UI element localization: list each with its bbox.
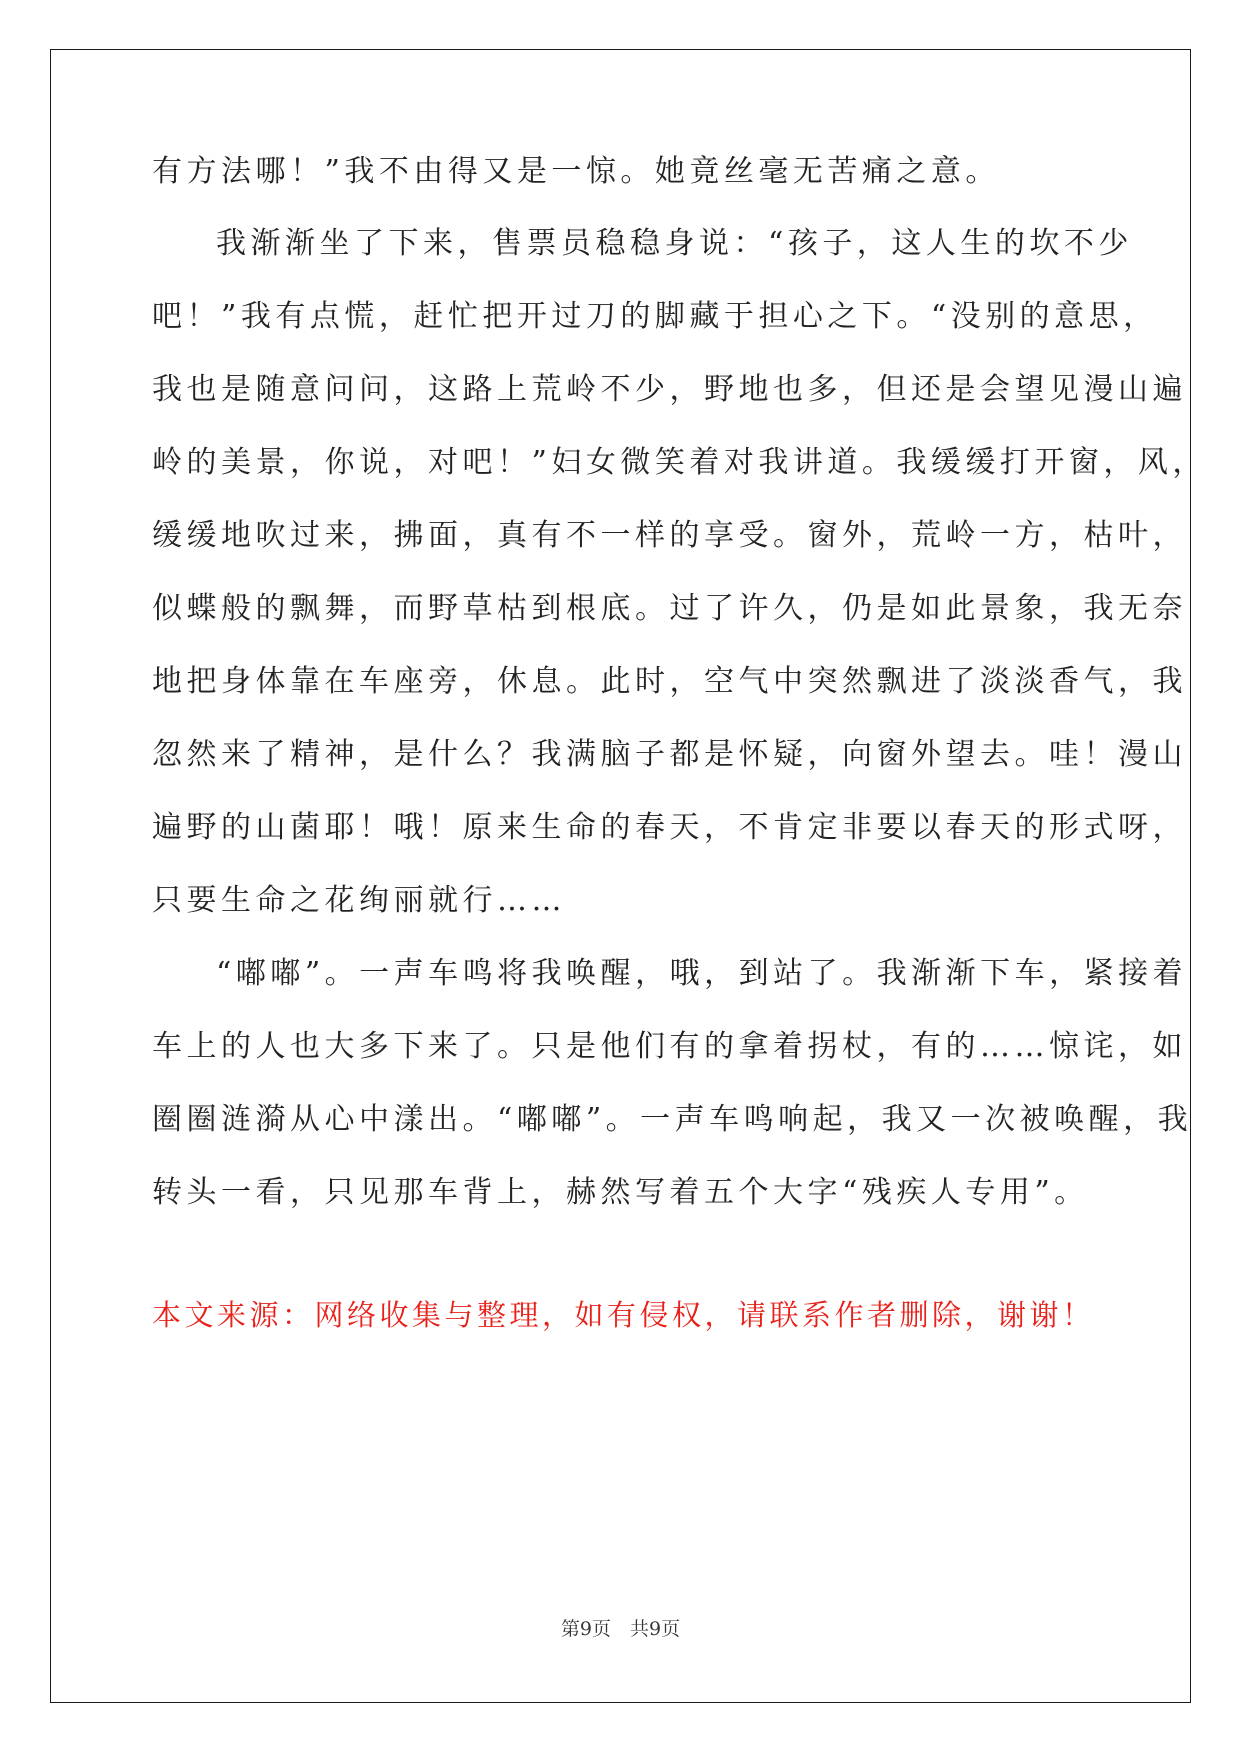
paragraph-3-line-1: “嘟嘟”。一声车鸣将我唤醒，哦，到站了。我渐渐下车，紧接着 <box>216 956 1188 991</box>
paragraph-2-line-5: 缓缓地吹过来，拂面，真有不一样的享受。窗外，荒岭一方，枯叶， <box>152 518 1187 553</box>
paragraph-2-line-3: 我也是随意问问，这路上荒岭不少，野地也多，但还是会望见漫山遍 <box>152 372 1187 407</box>
paragraph-2-line-4: 岭的美景，你说，对吧！”妇女微笑着对我讲道。我缓缓打开窗，风， <box>152 445 1207 480</box>
paragraph-2-line-7: 地把身体靠在车座旁，休息。此时，空气中突然飘进了淡淡香气，我 <box>152 664 1187 699</box>
page-footer <box>0 1617 1241 1641</box>
paragraph-3-line-4: 转头一看，只见那车背上，赫然写着五个大字“残疾人专用”。 <box>152 1175 1089 1210</box>
paragraph-3-line-2: 车上的人也大多下来了。只是他们有的拿着拐杖，有的……惊诧，如 <box>152 1029 1187 1064</box>
page-number-label: 第9页 共9页 <box>560 1618 681 1640</box>
source-note: 本文来源：网络收集与整理，如有侵权，请联系作者删除，谢谢！ <box>152 1298 1095 1332</box>
paragraph-2-line-9: 遍野的山菌耶！哦！原来生命的春天，不肯定非要以春天的形式呀， <box>152 810 1187 845</box>
paragraph-2-line-2: 吧！”我有点慌，赶忙把开过刀的脚藏于担心之下。“没别的意思， <box>152 299 1158 334</box>
paragraph-2-line-10: 只要生命之花绚丽就行…… <box>152 883 566 918</box>
paragraph-2-line-1: 我渐渐坐了下来，售票员稳稳身说：“孩子，这人生的坎不少 <box>216 226 1133 261</box>
paragraph-2-line-6: 似蝶般的飘舞，而野草枯到根底。过了许久，仍是如此景象，我无奈 <box>152 591 1187 626</box>
paragraph-1-line-1: 有方法哪！”我不由得又是一惊。她竟丝毫无苦痛之意。 <box>152 154 1000 189</box>
paragraph-2-line-8: 忽然来了精神，是什么？我满脑子都是怀疑，向窗外望去。哇！漫山 <box>152 737 1187 772</box>
paragraph-3-line-3: 圈圈涟漪从心中漾出。“嘟嘟”。一声车鸣响起，我又一次被唤醒，我 <box>152 1102 1193 1137</box>
